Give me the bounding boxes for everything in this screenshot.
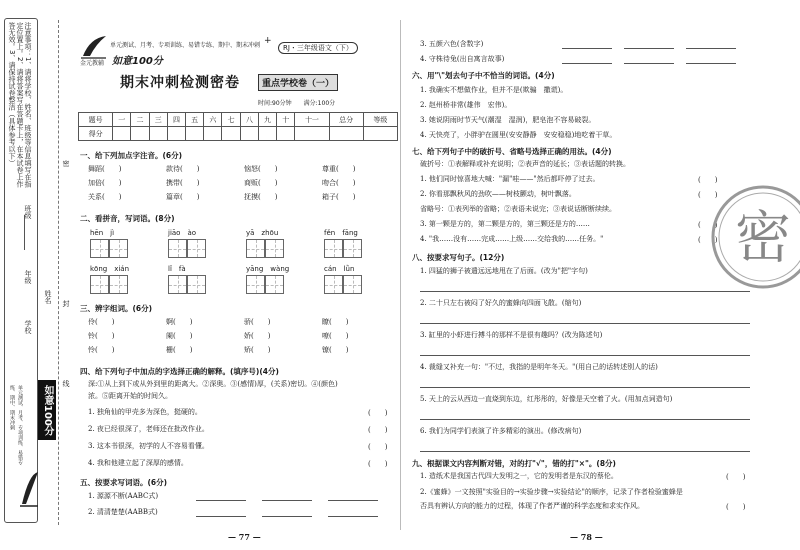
pinyin-set xyxy=(246,264,289,294)
score-input-cell[interactable] xyxy=(329,127,363,141)
section-2-title: 二、看拼音，写词语。(8分) xyxy=(80,214,175,223)
pinyin-set xyxy=(90,264,129,294)
r-top-item-4: 4. 守株待兔(出自寓言故事) xyxy=(420,55,505,63)
pinyin-label: jiāo ào xyxy=(168,229,197,237)
score-header-cell: 六 xyxy=(204,113,222,127)
score-header-cell: 五 xyxy=(186,113,204,127)
section-9-q1: 1. 造纸术是我国古代四大发明之一，它的发明者是东汉的蔡伦。 xyxy=(420,472,618,480)
section-4-question: 1. 独角仙的甲壳多为深色，挺硬的。 xyxy=(88,408,202,416)
answer-line[interactable] xyxy=(420,419,750,420)
char-boxes xyxy=(324,275,362,294)
score-header-cell: 一 xyxy=(113,113,131,127)
char-boxes xyxy=(246,275,289,294)
answer-line xyxy=(328,500,378,501)
char-boxes xyxy=(168,239,206,258)
pinyin-set xyxy=(90,228,128,258)
grid-item: 矫( ) xyxy=(244,346,271,354)
answer-line xyxy=(624,48,674,49)
char-box[interactable] xyxy=(265,239,284,258)
strip-note: 注意事项：1、请将学校、姓名、班级等信息填写在指定位置上。2、请将答案写在答题卡上，在本试卷上作答无效。3、请保持试卷整洁（具体参考以下） xyxy=(8,22,32,188)
char-box[interactable] xyxy=(187,239,206,258)
char-box[interactable] xyxy=(109,275,128,294)
seal-char-1: 密 xyxy=(62,160,70,167)
grid-item: 阑( ) xyxy=(166,332,193,340)
grid-item: 尊重( ) xyxy=(322,165,356,173)
section-6-question: 2. 赵州桥非常(雄伟 宏伟)。 xyxy=(420,101,512,109)
score-header-cell: 二 xyxy=(131,113,149,127)
answer-line xyxy=(196,500,246,501)
answer-line xyxy=(562,63,612,64)
section-8-question: 2. 二十只左右被闷了好久的蜜蜂向四面飞散。(缩句) xyxy=(420,299,582,307)
answer-paren: ( ) xyxy=(698,221,718,229)
score-input-cell[interactable] xyxy=(113,127,131,141)
char-box[interactable] xyxy=(109,239,128,258)
char-boxes xyxy=(90,275,129,294)
section-8-title: 八、按要求写句子。(12分) xyxy=(412,253,505,262)
pinyin-set xyxy=(168,264,206,294)
score-input-cell[interactable] xyxy=(277,127,295,141)
score-input-cell[interactable] xyxy=(149,127,167,141)
answer-paren[interactable]: ( ) xyxy=(368,443,388,451)
pinyin-label: cán lǜn xyxy=(324,265,355,273)
dash-rule: 破折号：①表解释或补充说明；②表声音的延长；③表话题的转换。 xyxy=(420,160,630,168)
score-header-cell: 八 xyxy=(240,113,258,127)
answer-line[interactable] xyxy=(420,387,750,388)
grade-tag: RJ・三年级语文（下） xyxy=(278,42,358,54)
strip-fill-line xyxy=(24,215,25,250)
grid-item: 加倍( ) xyxy=(88,179,122,187)
char-box[interactable] xyxy=(265,275,284,294)
plus-icon: + xyxy=(264,36,272,46)
section-7-title: 七、给下列句子中的破折号、省略号选择正确的用法。(4分) xyxy=(412,147,612,156)
char-box[interactable] xyxy=(187,275,206,294)
pinyin-label: kōng xián xyxy=(90,265,130,273)
grid-item: 嘹( ) xyxy=(322,332,349,340)
section-8-question: 5. 天上的云从西边一直烧到东边，红彤彤的，好像是天空着了火。(用加点词造句) xyxy=(420,395,673,403)
char-box[interactable] xyxy=(246,275,265,294)
answer-paren: ( ) xyxy=(698,176,718,184)
char-box[interactable] xyxy=(168,239,187,258)
grid-item: 商贩( ) xyxy=(244,179,278,187)
section-5-item-1: 1. 源源不断(AABC式) xyxy=(88,492,159,500)
exam-time: 时间:90分钟 满分:100分 xyxy=(258,100,336,107)
grid-item: 铃( ) xyxy=(88,332,115,340)
char-box[interactable] xyxy=(343,275,362,294)
answer-line[interactable] xyxy=(420,323,750,324)
answer-paren: ( ) xyxy=(698,191,718,199)
answer-paren: ( ) xyxy=(726,473,746,481)
section-9-title: 九、根据课文内容判断对错，对的打"√"，错的打"×"。(8分) xyxy=(412,459,616,468)
seal-dotted-line xyxy=(58,20,59,525)
grid-item: 恼怒( ) xyxy=(244,165,278,173)
section-7-q3: 3. 第一颗是方的，第二颗是方的，第三颗还是方的…… xyxy=(420,220,590,228)
char-boxes xyxy=(324,239,362,258)
section-8-question: 4. 裁缝又补充一句："不过，我指的是明年冬天。"(用自己的话转述别人的话) xyxy=(420,363,658,371)
score-header-cell: 题号 xyxy=(79,113,113,127)
section-8-question: 6. 我们为同学们表演了许多精彩的演出。(修改病句) xyxy=(420,427,582,435)
score-header-cell: 十 xyxy=(277,113,295,127)
char-box[interactable] xyxy=(90,239,109,258)
grid-item: 瞭( ) xyxy=(322,318,349,326)
strip-brand-small: 单元测试、月考、专项训练、易错专练、期中、期末冲刺 xyxy=(9,385,23,465)
section-4-question: 4. 我和他建立起了深厚的感情。 xyxy=(88,459,188,467)
char-box[interactable] xyxy=(90,275,109,294)
answer-line[interactable] xyxy=(420,355,750,356)
section-1-title: 一、给下列加点字注音。(6分) xyxy=(80,151,183,160)
page-title: 期末冲刺检测密卷 xyxy=(120,75,240,91)
score-header-cell: 十一 xyxy=(295,113,329,127)
pinyin-set xyxy=(324,264,362,294)
section-6-question: 4. 天快亮了，小胖驴在圆里(安安静静 安安稳稳)地吃着干草。 xyxy=(420,131,617,139)
score-header-cell: 总分 xyxy=(329,113,363,127)
grid-item: 款待( ) xyxy=(166,165,200,173)
brand-name: 金元教辅 xyxy=(80,60,105,67)
ellipsis-rule: 省略号：①表列举的省略；②表语未说完；③表说话断断续续。 xyxy=(420,205,616,213)
section-5-item-2: 2. 清清楚楚(AABB式) xyxy=(88,508,158,516)
section-6-question: 1. 我确实不想做作业，但并不是(欺骗 撒谎)。 xyxy=(420,86,568,94)
score-value-row xyxy=(79,127,398,141)
grid-item: 携带( ) xyxy=(166,179,200,187)
char-boxes xyxy=(246,239,284,258)
score-input-cell[interactable] xyxy=(363,127,397,141)
section-7-q4: 4. "我……没有……完成……上级……交给我的……任务。" xyxy=(420,235,604,243)
section-9-q2a: 2.《蜜蜂》一文按照"实验目的→实验步骤→实验结论"的顺序，记录了作者检验蜜蜂是 xyxy=(420,488,683,496)
answer-line xyxy=(562,48,612,49)
section-7-q1: 1. 他们同时惊喜地大喊："漏"哇——"然后都吓停了过去。 xyxy=(420,175,600,183)
section-3-title: 三、辨字组词。(6分) xyxy=(80,304,153,313)
grid-item: 栅( ) xyxy=(166,346,193,354)
pinyin-set xyxy=(324,228,362,258)
strip-school-label: 学校 xyxy=(24,320,32,334)
section-7-q2: 2. 你看那飘秋风的劲吹——树枝颤动，树叶飘落。 xyxy=(420,190,576,198)
strip-name-label: 姓名 xyxy=(44,290,52,304)
section-4-title: 四、给下列句子中加点的字选择正确的解释。(填序号)(4分) xyxy=(80,367,279,376)
answer-line xyxy=(328,516,378,517)
score-table xyxy=(78,112,398,141)
page-number-right: — 78 — xyxy=(570,532,603,542)
answer-line xyxy=(196,516,246,517)
pinyin-set xyxy=(246,228,284,258)
section-4-def2: 浓。⑤距离开始的时间久。 xyxy=(88,392,172,400)
secret-stamp xyxy=(708,182,800,292)
score-label-cell: 得分 xyxy=(79,127,113,141)
section-4-def1: 深:①从上到下或从外到里的距离大。②深奥。③(感情)厚，(关系)密切。④(颜色) xyxy=(88,380,338,388)
score-input-cell[interactable] xyxy=(167,127,185,141)
school-badge: 重点学校卷（一） xyxy=(258,74,338,91)
char-box[interactable] xyxy=(246,239,265,258)
answer-paren: ( ) xyxy=(726,503,746,511)
r-top-item-3: 3. 五颜六色(含数字) xyxy=(420,40,484,48)
score-input-cell[interactable] xyxy=(240,127,258,141)
grid-item: 箱子( ) xyxy=(322,193,356,201)
score-input-cell[interactable] xyxy=(131,127,149,141)
grid-item: 镣( ) xyxy=(322,346,349,354)
strip-brand: 如意100分 xyxy=(38,380,56,440)
page-divider xyxy=(400,20,401,530)
answer-line xyxy=(686,48,736,49)
strip-logo-icon xyxy=(18,470,40,510)
score-input-cell[interactable] xyxy=(222,127,240,141)
grid-item: 娇( ) xyxy=(244,332,271,340)
pinyin-label: yāng wàng xyxy=(246,265,290,273)
answer-line[interactable] xyxy=(420,291,750,292)
section-5-title: 五、按要求写词语。(6分) xyxy=(80,478,168,487)
answer-line[interactable] xyxy=(420,451,750,452)
grid-item: 婀( ) xyxy=(166,318,193,326)
answer-line xyxy=(262,516,312,517)
char-box[interactable] xyxy=(343,239,362,258)
char-box[interactable] xyxy=(324,275,343,294)
strip-class-label: 班级 xyxy=(24,205,32,219)
answer-line xyxy=(624,63,674,64)
section-8-question: 1. 四猛的狮子被遣远远地甩在了后面。(改为"把"字句) xyxy=(420,267,588,275)
stamp-char: 密 xyxy=(735,206,791,271)
pinyin-label: fěn fāng xyxy=(324,229,358,237)
char-box[interactable] xyxy=(168,275,187,294)
score-input-cell[interactable] xyxy=(258,127,276,141)
section-9-q2b: 否具有辨认方向的能力的过程，体现了作者严谨的科学态度和求实作风。 xyxy=(420,502,644,510)
pinyin-set xyxy=(168,228,206,258)
answer-paren[interactable]: ( ) xyxy=(368,409,388,417)
answer-paren[interactable]: ( ) xyxy=(368,426,388,434)
grid-item: 骄( ) xyxy=(244,318,271,326)
section-6-title: 六、用"\"划去句子中不恰当的词语。(4分) xyxy=(412,71,555,80)
score-header-cell: 七 xyxy=(222,113,240,127)
brand-100: 如意100分 xyxy=(112,56,163,67)
score-header-cell: 九 xyxy=(258,113,276,127)
pinyin-label: yā zhōu xyxy=(246,229,279,237)
answer-line xyxy=(262,500,312,501)
char-boxes xyxy=(90,239,128,258)
section-4-question: 2. 夜已经很深了，老师还在批改作业。 xyxy=(88,425,209,433)
binding-strip xyxy=(0,0,74,550)
answer-paren[interactable]: ( ) xyxy=(368,460,388,468)
seal-char-2: 封 xyxy=(62,300,70,307)
score-input-cell[interactable] xyxy=(204,127,222,141)
page-number-left: — 77 — xyxy=(228,532,261,542)
score-input-cell[interactable] xyxy=(295,127,329,141)
score-header-cell: 三 xyxy=(149,113,167,127)
grid-item: 吻合( ) xyxy=(322,179,356,187)
grid-item: 伶( ) xyxy=(88,318,115,326)
grid-item: 抚摸( ) xyxy=(244,193,278,201)
strip-grade-label: 年级 xyxy=(24,270,32,284)
answer-paren: ( ) xyxy=(698,236,718,244)
grid-item: 篇章( ) xyxy=(166,193,200,201)
score-input-cell[interactable] xyxy=(186,127,204,141)
header-tagline: 单元测试、月考、专项训练、易错专练、期中、期末冲刺 xyxy=(110,42,261,49)
grid-item: 舞蹈( ) xyxy=(88,165,122,173)
answer-line xyxy=(686,63,736,64)
section-4-question: 3. 这本书很深，初学的人不容易看懂。 xyxy=(88,442,209,450)
grid-item: 怜( ) xyxy=(88,346,115,354)
brand-logo-icon xyxy=(80,34,108,60)
char-box[interactable] xyxy=(324,239,343,258)
grid-item: 关系( ) xyxy=(88,193,122,201)
seal-char-3: 线 xyxy=(62,380,70,387)
score-header-cell: 四 xyxy=(167,113,185,127)
char-boxes xyxy=(168,275,206,294)
score-header-cell: 等级 xyxy=(363,113,397,127)
section-8-question: 3. 缸里的小虾进行搏斗的那样不是很有趣吗？(改为陈述句) xyxy=(420,331,603,339)
pinyin-label: hēn jì xyxy=(90,229,115,237)
pinyin-label: lǐ fà xyxy=(168,265,186,273)
score-header-row xyxy=(79,113,398,127)
section-6-question: 3. 她说阴雨时节天气(潮湿 湿润)，肥皂泡不容易破裂。 xyxy=(420,116,596,124)
